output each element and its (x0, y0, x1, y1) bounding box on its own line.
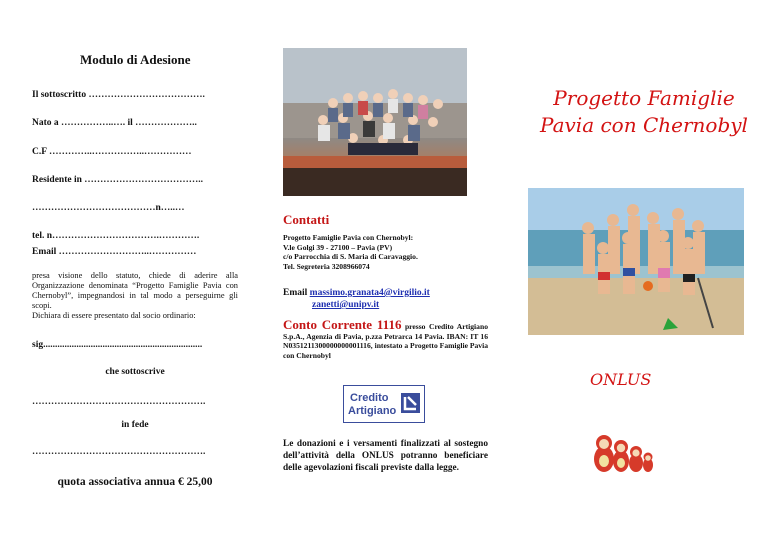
address-line-1: Progetto Famiglie Pavia con Chernobyl: (283, 233, 414, 242)
field-residente-line2[interactable]: …………………………………n…..… (32, 203, 185, 213)
in-fede: in fede (121, 420, 149, 430)
signature-line-1[interactable]: ………………………………………………. (32, 397, 206, 407)
conto-corrente-text: presso Credito Artigiano S.p.A., Agenzia di Pavia, p.zza Petrarca 14 Pavia. IBAN: IT 16 N0351211300000000001116, intestato a Progetto Famiglie Pavia con Chernobyl (283, 322, 488, 361)
cover-title-line-2: Pavia con Chernobyl (540, 113, 748, 137)
address-line-4: Tel. Segreteria 3208966074 (283, 261, 370, 271)
contact-emails (283, 287, 430, 311)
credito-artigiano-logo (343, 385, 425, 423)
field-tel[interactable]: tel. n…………………………….…………. (32, 231, 200, 241)
statement-p1: presa visione dello statuto, chiede di aderire alla Organizzazione denominata “Progetto Famiglie Pavia con Chernobyl”, impegnandosi in tal modo a perseguirne gli scopi. (32, 271, 238, 310)
statement (32, 271, 238, 321)
che-sottoscrive: che sottoscrive (105, 367, 165, 377)
field-sig[interactable]: sig................................................................... (32, 340, 203, 350)
address-line-2: V.le Golgi 39 - 27100 – Pavia (PV) (283, 242, 393, 252)
address-line-3: c/o Parrocchia di S. Maria di Caravaggio. (283, 252, 418, 261)
email-link-granata[interactable]: massimo.granata4@virgilio.it (309, 288, 430, 298)
beach-photo (528, 188, 744, 335)
email-label: Email (283, 288, 308, 298)
bank-logo-line-1: Credito (350, 392, 389, 404)
matryoshka-dolls-icon (592, 425, 654, 473)
conto-corrente-label: Conto Corrente 1116 (283, 317, 402, 332)
cover-title (520, 85, 768, 139)
field-nato[interactable]: Nato a ……………..…. il ……………….. (32, 118, 197, 128)
signature-line-2[interactable]: ………………………………………………. (32, 447, 206, 457)
field-cf[interactable]: C.F …………..……………..…………… (32, 147, 192, 157)
field-sottoscritto[interactable]: Il sottoscritto ………………………………. (32, 90, 205, 100)
donazioni-note: Le donazioni e i versamenti finalizzati al sostegno dell’attività della ONLUS potranno beneficiare delle agevolazioni fiscali previste dalla legge. (283, 439, 488, 473)
statement-p2: Dichiara di essere presentato dal socio ordinario: (32, 311, 196, 320)
email-link-zanetti[interactable]: zanetti@unipv.it (312, 300, 380, 310)
dolls-image (592, 425, 654, 473)
field-residente[interactable]: Residente in ……………………………….. (32, 175, 203, 185)
quota-associativa: quota associativa annua € 25,00 (57, 476, 213, 488)
cover-title-line-1: Progetto Famiglie (553, 86, 735, 110)
bank-logo-image (344, 386, 424, 422)
field-email[interactable]: Email ………………………..…………… (32, 247, 197, 257)
group-photo (283, 48, 467, 196)
contatti-heading: Contatti (283, 212, 330, 227)
bank-account-info (283, 317, 488, 361)
onlus-label: ONLUS (590, 370, 652, 389)
form-title: Modulo di Adesione (80, 52, 191, 67)
beach-photo-image (528, 188, 744, 335)
bank-logo-line-2: Artigiano (348, 405, 397, 417)
contact-address (283, 233, 418, 271)
group-photo-image (283, 48, 467, 196)
